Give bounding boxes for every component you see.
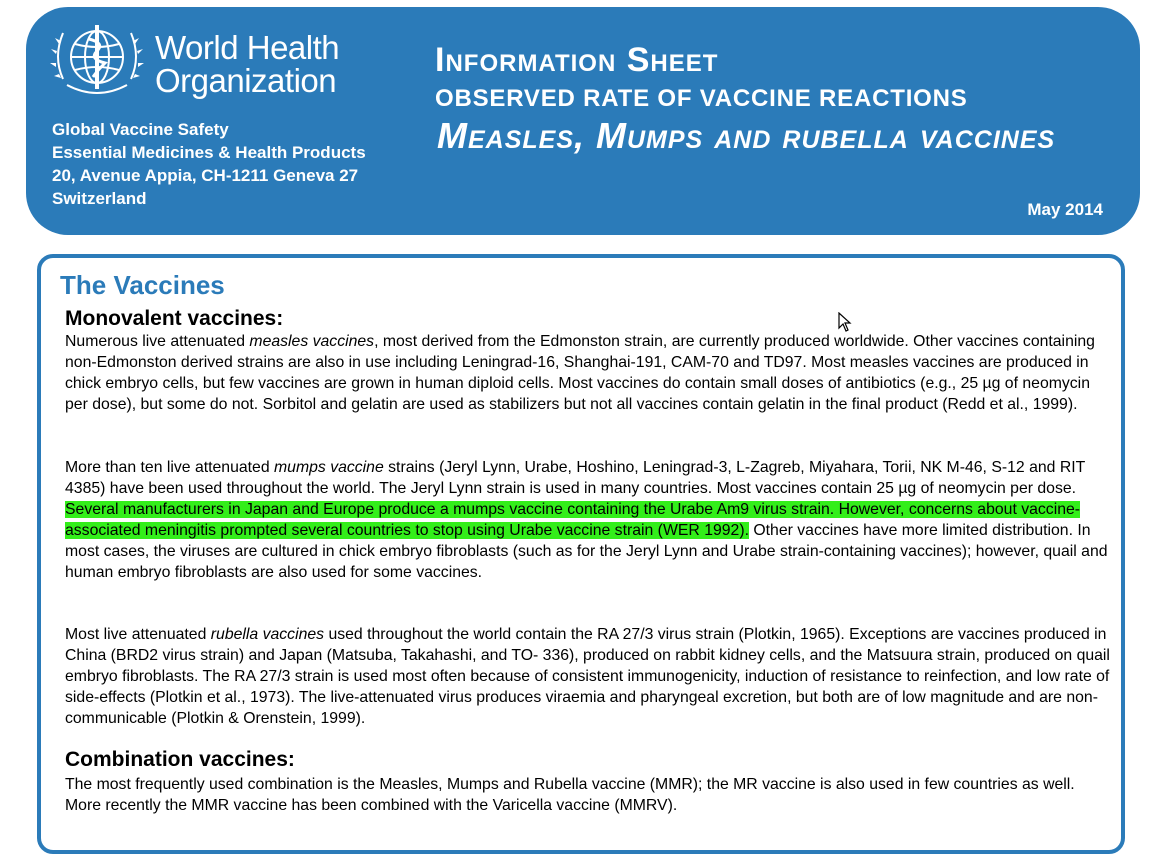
who-logo (49, 17, 369, 107)
address-line: Essential Medicines & Health Products (52, 143, 366, 162)
sheet-title: Information Sheet (435, 41, 719, 79)
address-line: Switzerland (52, 189, 147, 208)
org-name-line1: World Health (155, 29, 340, 66)
who-emblem-icon (49, 19, 145, 101)
sheet-subtitle: OBSERVED RATE OF VACCINE REACTIONS (435, 85, 968, 112)
vaccine-title: Measles, Mumps and rubella vaccines (437, 115, 1056, 156)
highlighted-text: Several manufacturers in Japan and Europe produce a mumps vaccine containing the Urabe Am9 virus strain. However, concerns about vaccine-associated meningitis prompted several countries to stop using Urabe vaccine strain (WER 1992). (65, 501, 1081, 539)
address-line: 20, Avenue Appia, CH-1211 Geneva 27 (52, 166, 359, 185)
address-block (52, 118, 366, 210)
monovalent-heading: Monovalent vaccines: (65, 307, 284, 330)
section-title: The Vaccines (60, 270, 225, 300)
rubella-paragraph: Most live attenuated rubella vaccines used throughout the world contain the RA 27/3 virus strain (Plotkin, 1965). Exceptions are vaccines produced in China (BRD2 virus strain) and Japan (Matsuba, Takahashi, and TO- 336), produced on rabbit kidney cells, and the Matsuura strain, produced on quail embryo fibroblasts. The RA 27/3 strain is used most often because of consistent immunogenicity, induction of resistance to reinfection, and low rate of side-effects (Plotkin et al., 1973). The live-attenuated virus produces viraemia and pharyngeal excretion, but both are of low magnitude and are non-communicable (Plotkin & Orenstein, 1999). (65, 626, 1110, 727)
measles-paragraph: Numerous live attenuated measles vaccines, most derived from the Edmonston strain, are currently produced worldwide. Other vaccines containing non-Edmonston derived strains are also in use including Leningrad-16, Shanghai-191, CAM-70 and TD97. Most measles vaccines are produced in chick embryo cells, but few vaccines are grown in human diploid cells. Most vaccines do contain small doses of antibiotics (e.g., 25 µg of neomycin per dose), but some do not. Sorbitol and gelatin are used as stabilizers but not all vaccines contain gelatin in the final product (Redd et al., 1999). (65, 333, 1095, 413)
mumps-paragraph: More than ten live attenuated mumps vaccine strains (Jeryl Lynn, Urabe, Hoshino, Leningrad-3, L-Zagreb, Miyahara, Torii, NK M-46, S-12 and RIT 4385) have been used throughout the world. The Jeryl Lynn strain is used in many countries. Most vaccines contain 25 µg of neomycin per dose. Several manufacturers in Japan and Europe produce a mumps vaccine containing the Urabe Am9 virus strain. However, concerns about vaccine-associated meningitis prompted several countries to stop using Urabe vaccine strain (WER 1992). Other vaccines have more limited distribution. In most cases, the viruses are cultured in chick embryo fibroblasts (such as for the Jeryl Lynn and Urabe strain-containing vaccines); however, quail and human embryo fibroblasts are also used for some vaccines. (65, 459, 1108, 581)
combination-paragraph: The most frequently used combination is the Measles, Mumps and Rubella vaccine (MMR); the MR vaccine is also used in few countries as well. More recently the MMR vaccine has been combined with the Varicella vaccine (MMRV). (65, 776, 1075, 814)
combination-heading: Combination vaccines: (65, 748, 295, 771)
address-line: Global Vaccine Safety (52, 120, 229, 139)
publication-date: May 2014 (1027, 200, 1103, 219)
mouse-cursor-icon (838, 312, 852, 332)
org-name-line2: Organization (155, 62, 337, 99)
org-name (155, 31, 339, 97)
header-banner (26, 7, 1140, 235)
